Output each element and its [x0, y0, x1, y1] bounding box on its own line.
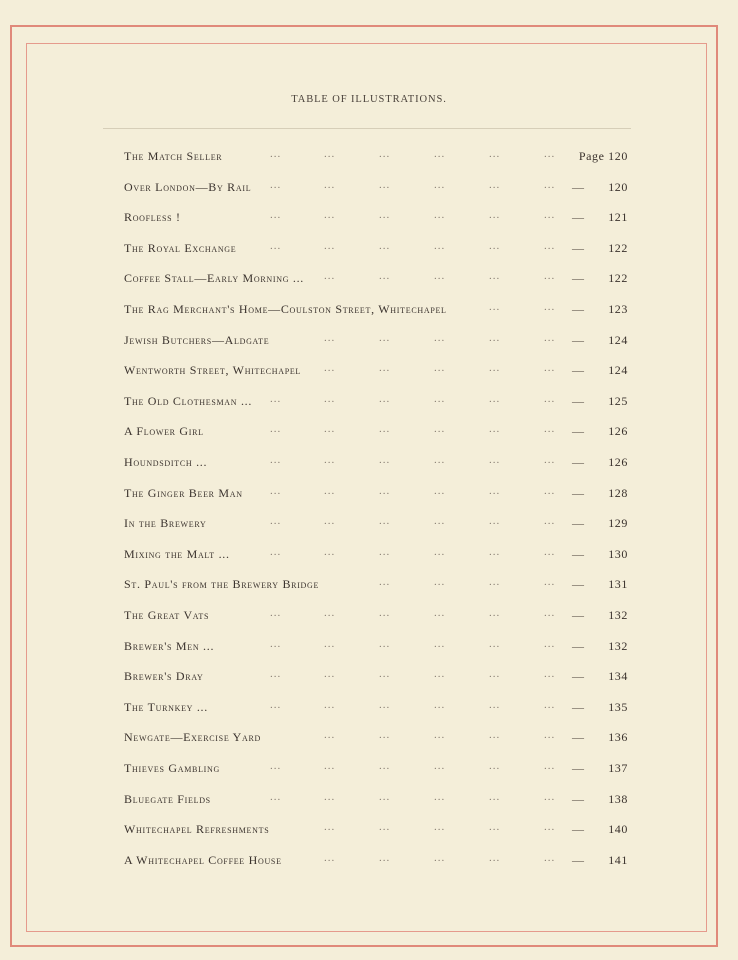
page-number: 130: [608, 546, 628, 561]
leader-dot: ...: [489, 423, 501, 436]
leader-dot: ...: [379, 362, 391, 375]
leader-dots: [124, 603, 564, 623]
leader-dot: ...: [324, 790, 336, 803]
ditto-dash: —: [572, 363, 584, 378]
leader-dots: [124, 266, 564, 286]
page-number: Page 120: [578, 149, 628, 163]
leader-dots: [124, 236, 564, 256]
list-item: [124, 360, 628, 380]
entry-title: Brewer's Dray: [124, 669, 204, 684]
leader-dot: ...: [489, 760, 501, 772]
leader-dots: [124, 756, 564, 776]
ditto-dash: —: [572, 424, 584, 439]
ditto-dash: —: [572, 179, 584, 194]
entry-title: The Turnkey ...: [124, 699, 208, 714]
leader-dots: [124, 725, 564, 745]
leader-dot: ...: [489, 148, 501, 160]
leader-dot: ...: [379, 270, 391, 283]
list-item: [124, 177, 628, 197]
page-number: 124: [608, 363, 628, 378]
leader-dot: ...: [324, 760, 336, 772]
leader-dot: ...: [544, 637, 556, 650]
list-item: [124, 605, 628, 625]
leader-dot: ...: [379, 331, 391, 344]
leader-dot: ...: [489, 270, 501, 283]
leader-dots: [124, 358, 564, 378]
entry-title: Houndsditch ...: [124, 455, 208, 469]
list-item: [124, 452, 628, 472]
leader-dot: ...: [324, 209, 336, 222]
leader-dot: ...: [324, 239, 336, 252]
leader-dot: ...: [270, 760, 282, 772]
leader-dot: ...: [379, 576, 391, 589]
entry-title: Thieves Gambling: [124, 761, 220, 775]
ditto-dash: —: [572, 669, 584, 684]
page-number: 125: [608, 393, 628, 408]
leader-dot: ...: [544, 331, 556, 344]
page-number: 120: [608, 179, 628, 194]
leader-dot: ...: [270, 637, 282, 650]
leader-dot: ...: [379, 607, 391, 619]
leader-dots: [124, 817, 564, 837]
page-number: 132: [608, 608, 628, 622]
entry-title: A Whitechapel Coffee House: [124, 852, 282, 867]
leader-dot: ...: [379, 148, 391, 160]
leader-dot: ...: [544, 515, 556, 528]
leader-dot: ...: [324, 607, 336, 619]
leader-dot: ...: [489, 301, 501, 313]
list-item: [124, 636, 628, 656]
page-number: 141: [608, 852, 628, 867]
ditto-dash: —: [572, 546, 584, 561]
leader-dot: ...: [434, 637, 446, 650]
leader-dot: ...: [324, 454, 336, 466]
leader-dot: ...: [489, 729, 501, 742]
entry-title: The Match Seller: [124, 149, 223, 163]
ditto-dash: —: [572, 791, 584, 806]
leader-dot: ...: [544, 607, 556, 619]
entry-title: A Flower Girl: [124, 424, 204, 439]
leader-dot: ...: [544, 851, 556, 864]
leader-dot: ...: [379, 545, 391, 558]
leader-dot: ...: [434, 392, 446, 405]
page-title: TABLE OF ILLUSTRATIONS.: [291, 94, 447, 105]
leader-dots: [124, 695, 564, 715]
page-number: 122: [608, 240, 628, 255]
entry-title: In the Brewery: [124, 516, 207, 531]
list-item: [124, 268, 628, 288]
leader-dot: ...: [379, 821, 391, 834]
ditto-dash: —: [572, 852, 584, 867]
leader-dot: ...: [379, 851, 391, 864]
leader-dot: ...: [379, 178, 391, 191]
leader-dot: ...: [544, 301, 556, 313]
list-item: [124, 758, 628, 778]
leader-dot: ...: [489, 821, 501, 834]
leader-dot: ...: [324, 484, 336, 497]
leader-dot: ...: [324, 637, 336, 650]
ditto-dash: —: [572, 210, 584, 225]
leader-dots: [124, 389, 564, 409]
entry-title: Brewer's Men ...: [124, 638, 215, 653]
page-number: 129: [608, 516, 628, 531]
leader-dots: [124, 297, 564, 317]
entry-title: Newgate—Exercise Yard: [124, 730, 262, 745]
leader-dot: ...: [379, 423, 391, 436]
ditto-dash: —: [572, 577, 584, 592]
leader-dot: ...: [489, 545, 501, 558]
ditto-dash: —: [572, 761, 584, 775]
leader-dot: ...: [544, 148, 556, 160]
ditto-dash: —: [572, 699, 584, 714]
list-item: [124, 819, 628, 839]
page-number: 124: [608, 332, 628, 347]
leader-dot: ...: [434, 270, 446, 283]
page-number: 135: [608, 699, 628, 714]
leader-dot: ...: [379, 760, 391, 772]
page-number: 140: [608, 822, 628, 837]
leader-dot: ...: [324, 270, 336, 283]
leader-dots: [124, 328, 564, 348]
list-item: [124, 421, 628, 441]
page-number: 138: [608, 791, 628, 806]
leader-dots: [124, 572, 564, 592]
leader-dot: ...: [434, 484, 446, 497]
leader-dot: ...: [544, 668, 556, 681]
ditto-dash: —: [572, 240, 584, 255]
list-item: [124, 146, 628, 166]
leader-dot: ...: [379, 515, 391, 528]
entry-title: Wentworth Street, Whitechapel: [124, 363, 302, 378]
leader-dot: ...: [489, 484, 501, 497]
leader-dot: ...: [324, 545, 336, 558]
leader-dots: [124, 511, 564, 531]
leader-dot: ...: [434, 331, 446, 344]
leader-dot: ...: [270, 668, 282, 681]
leader-dot: ...: [434, 454, 446, 466]
page-number: 136: [608, 730, 628, 745]
ditto-dash: —: [572, 608, 584, 622]
leader-dot: ...: [544, 790, 556, 803]
leader-dot: ...: [270, 698, 282, 711]
leader-dot: ...: [270, 209, 282, 222]
leader-dot: ...: [434, 729, 446, 742]
leader-dot: ...: [434, 790, 446, 803]
leader-dot: ...: [489, 576, 501, 589]
leader-dots: [124, 450, 564, 470]
page-number: 131: [608, 577, 628, 592]
leader-dot: ...: [544, 270, 556, 283]
leader-dot: ...: [270, 484, 282, 497]
leader-dot: ...: [489, 790, 501, 803]
ditto-dash: —: [572, 271, 584, 286]
ditto-dash: —: [572, 822, 584, 837]
page-number: 137: [608, 761, 628, 775]
leader-dot: ...: [489, 698, 501, 711]
leader-dot: ...: [270, 515, 282, 528]
leader-dots: [124, 481, 564, 501]
entry-title: Over London—By Rail: [124, 179, 252, 194]
leader-dots: [124, 664, 564, 684]
entry-title: The Royal Exchange: [124, 240, 237, 255]
leader-dot: ...: [434, 851, 446, 864]
leader-dot: ...: [379, 392, 391, 405]
leader-dot: ...: [379, 637, 391, 650]
leader-dot: ...: [434, 821, 446, 834]
leader-dot: ...: [544, 545, 556, 558]
leader-dot: ...: [324, 392, 336, 405]
leader-dot: ...: [324, 148, 336, 160]
leader-dot: ...: [324, 331, 336, 344]
list-item: [124, 574, 628, 594]
leader-dot: ...: [544, 178, 556, 191]
page-number: 126: [608, 424, 628, 439]
leader-dot: ...: [544, 760, 556, 772]
page-number: 121: [608, 210, 628, 225]
leader-dot: ...: [379, 668, 391, 681]
leader-dots: [124, 787, 564, 807]
leader-dots: [124, 144, 564, 164]
leader-dot: ...: [270, 178, 282, 191]
leader-dot: ...: [489, 454, 501, 466]
ditto-dash: —: [572, 332, 584, 347]
leader-dot: ...: [324, 178, 336, 191]
leader-dot: ...: [489, 607, 501, 619]
list-item: [124, 299, 628, 319]
entry-title: The Great Vats: [124, 608, 210, 622]
leader-dot: ...: [434, 209, 446, 222]
list-item: [124, 391, 628, 411]
leader-dot: ...: [434, 545, 446, 558]
leader-dot: ...: [544, 454, 556, 466]
entry-title: Whitechapel Refreshments: [124, 822, 270, 837]
page-number: 132: [608, 638, 628, 653]
list-item: [124, 666, 628, 686]
page-number: 126: [608, 455, 628, 469]
leader-dot: ...: [379, 790, 391, 803]
leader-dot: ...: [434, 698, 446, 711]
entry-title: The Old Clothesman ...: [124, 393, 253, 408]
page-number: 128: [608, 485, 628, 500]
leader-dot: ...: [379, 239, 391, 252]
leader-dot: ...: [434, 362, 446, 375]
leader-dot: ...: [324, 515, 336, 528]
page-number: 123: [608, 302, 628, 316]
leader-dot: ...: [270, 148, 282, 160]
list-item: [124, 330, 628, 350]
list-item: [124, 789, 628, 809]
page-number: 134: [608, 669, 628, 684]
leader-dot: ...: [544, 362, 556, 375]
leader-dot: ...: [434, 760, 446, 772]
entry-title: Bluegate Fields: [124, 791, 211, 806]
leader-dot: ...: [324, 423, 336, 436]
leader-dot: ...: [324, 362, 336, 375]
leader-dot: ...: [544, 729, 556, 742]
list-item: [124, 513, 628, 533]
leader-dots: [124, 542, 564, 562]
ditto-dash: —: [572, 485, 584, 500]
leader-dot: ...: [489, 668, 501, 681]
leader-dot: ...: [379, 209, 391, 222]
list-item: [124, 207, 628, 227]
entry-title: Jewish Butchers—Aldgate: [124, 332, 270, 347]
leader-dot: ...: [544, 698, 556, 711]
leader-dot: ...: [434, 607, 446, 619]
leader-dot: ...: [544, 392, 556, 405]
leader-dot: ...: [270, 392, 282, 405]
leader-dot: ...: [489, 239, 501, 252]
leader-dots: [124, 205, 564, 225]
leader-dot: ...: [489, 637, 501, 650]
leader-dot: ...: [434, 668, 446, 681]
leader-dot: ...: [270, 239, 282, 252]
entry-title: St. Paul's from the Brewery Bridge: [124, 577, 320, 592]
leader-dot: ...: [489, 515, 501, 528]
leader-dots: [124, 848, 564, 868]
leader-dot: ...: [324, 668, 336, 681]
leader-dot: ...: [434, 178, 446, 191]
entry-title: The Rag Merchant's Home—Coulston Street, Whitechapel: [124, 302, 447, 316]
entry-title: Coffee Stall—Early Morning ...: [124, 271, 305, 286]
list-item: [124, 238, 628, 258]
leader-dot: ...: [324, 698, 336, 711]
leader-dot: ...: [379, 484, 391, 497]
leader-dot: ...: [270, 607, 282, 619]
leader-dot: ...: [379, 698, 391, 711]
leader-dot: ...: [324, 851, 336, 864]
leader-dot: ...: [270, 423, 282, 436]
list-item: [124, 483, 628, 503]
entry-title: Mixing the Malt ...: [124, 546, 230, 561]
list-item: [124, 727, 628, 747]
list-item: [124, 850, 628, 870]
leader-dot: ...: [270, 545, 282, 558]
ditto-dash: —: [572, 393, 584, 408]
ditto-dash: —: [572, 730, 584, 745]
leader-dot: ...: [489, 851, 501, 864]
ditto-dash: —: [572, 638, 584, 653]
leader-dot: ...: [544, 423, 556, 436]
leader-dots: [124, 175, 564, 195]
leader-dot: ...: [434, 148, 446, 160]
entry-title: The Ginger Beer Man: [124, 485, 243, 500]
leader-dot: ...: [324, 729, 336, 742]
leader-dots: [124, 419, 564, 439]
leader-dot: ...: [489, 392, 501, 405]
leader-dot: ...: [434, 576, 446, 589]
leader-dot: ...: [544, 576, 556, 589]
leader-dot: ...: [489, 331, 501, 344]
leader-dot: ...: [489, 209, 501, 222]
leader-dot: ...: [434, 239, 446, 252]
leader-dot: ...: [544, 209, 556, 222]
leader-dot: ...: [544, 821, 556, 834]
leader-dot: ...: [270, 790, 282, 803]
entry-title: Roofless !: [124, 210, 181, 225]
leader-dot: ...: [379, 454, 391, 466]
leader-dot: ...: [544, 484, 556, 497]
leader-dot: ...: [489, 362, 501, 375]
leader-dot: ...: [434, 423, 446, 436]
leader-dot: ...: [379, 729, 391, 742]
leader-dot: ...: [434, 515, 446, 528]
list-item: [124, 697, 628, 717]
leader-dot: ...: [489, 178, 501, 191]
leader-dots: [124, 634, 564, 654]
list-item: [124, 544, 628, 564]
ditto-dash: —: [572, 516, 584, 531]
ditto-dash: —: [572, 302, 584, 316]
leader-dot: ...: [270, 454, 282, 466]
leader-dot: ...: [544, 239, 556, 252]
ditto-dash: —: [572, 455, 584, 469]
leader-dot: ...: [324, 821, 336, 834]
page-number: 122: [608, 271, 628, 286]
